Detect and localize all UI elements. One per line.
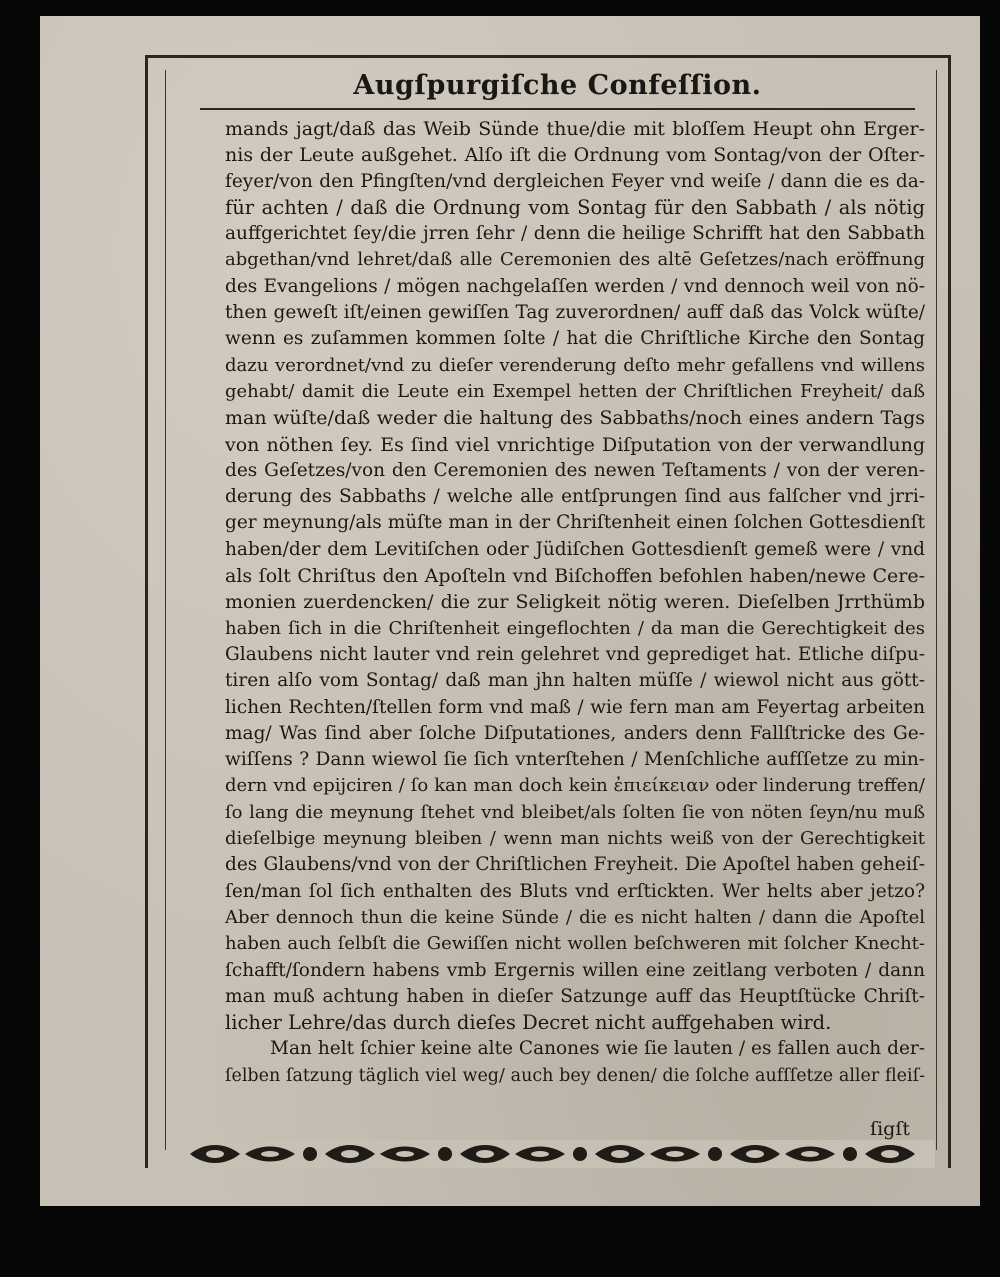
- text-line: man muß achtung haben in dieſer Satzunge auff das Heuptſtücke Chriſt-: [225, 985, 925, 1007]
- text-line: ſo lang die meynung ſtehet vnd bleibet/als ſolten ſie von nöten ſeyn/nu muß: [225, 801, 925, 823]
- text-line: ſen/man ſol ſich enthalten des Bluts vnd erſtickten. Wer helts aber jetzo?: [225, 880, 925, 902]
- text-line: haben auch ſelbſt die Gewiſſen nicht wollen beſchweren mit ſolcher Knecht-: [225, 933, 925, 955]
- header-rule: [200, 108, 915, 110]
- text-line: nis der Leute außgehet. Alſo iſt die Ordnung vom Sontag/von der Oſter-: [225, 144, 925, 167]
- text-line: haben/der dem Levitiſchen oder Jüdiſchen Gottesdienſt gemeß were / vnd: [225, 538, 925, 560]
- text-line: man wüſte/daß weder die haltung des Sabbaths/noch eines andern Tags: [225, 407, 925, 430]
- text-line: ſchafft/ſondern habens vmb Ergernis willen eine zeitlang verboten / dann: [225, 959, 925, 981]
- text-line: des Geſetzes/von den Ceremonien des newen Teſtaments / von der veren-: [225, 459, 925, 481]
- text-line: mands jagt/daß das Weib Sünde thue/die mit bloſſem Heupt ohn Erger-: [225, 118, 925, 140]
- text-line: then geweſt iſt/einen gewiſſen Tag zuverordnen/ auff daß das Volck wüſte/: [225, 302, 925, 324]
- text-line: als ſolt Chriſtus den Apoſteln vnd Biſchoffen befohlen haben/newe Cere-: [225, 565, 925, 588]
- text-line: für achten / daß die Ordnung vom Sontag für den Sabbath / als nötig: [225, 195, 925, 219]
- catchword: ſigſt: [870, 1118, 910, 1140]
- text-line: wenn es zuſammen kommen ſolte / hat die Chriſtliche Kirche den Sontag: [225, 328, 925, 350]
- text-line: tiren alſo vom Sontag/ daß man jhn halten müſſe / wiewol nicht aus gött-: [225, 670, 925, 692]
- text-line: Aber dennoch thun die keine Sünde / die es nicht halten / dann die Apoſtel: [225, 906, 925, 928]
- text-line: des Evangelions / mögen nachgelaſſen werden / vnd dennoch weil von nö-: [225, 275, 925, 297]
- running-head: Augſpurgiſche Confeſſion.: [353, 70, 762, 101]
- text-line: monien zuerdencken/ die zur Seligkeit nötig weren. Dieſelben Jrrthümb: [225, 591, 925, 614]
- text-line: feyer/von den Pfingſten/vnd dergleichen Feyer vnd weiſe / dann die es da-: [225, 170, 925, 192]
- text-line: dieſelbige meynung bleiben / wenn man nichts weiß von der Gerechtigkeit: [225, 828, 925, 850]
- text-line: abgethan/vnd lehret/daß alle Ceremonien des altē Geſetzes/nach eröffnung: [225, 249, 925, 271]
- text-line: von nöthen ſey. Es ſind viel vnrichtige Diſputation von der verwandlung: [225, 433, 925, 456]
- text-line: auffgerichtet ſey/die jrren ſehr / denn die heilige Schrifft hat den Sabbath: [225, 223, 925, 245]
- text-line: des Glaubens/vnd von der Chriſtlichen Freyheit. Die Apoſtel haben geheiſ-: [225, 854, 925, 876]
- text-line: ſelben ſatzung täglich viel weg/ auch bey denen/ die ſolche aufſſetze aller fleiſ-: [225, 1065, 925, 1086]
- text-line: lichen Rechten/ſtellen form vnd maß / wie fern man am Feyertag arbeiten: [225, 696, 925, 718]
- text-line: wiſſens ? Dann wiewol ſie ſich vnterſtehen / Menſchliche aufſſetze zu min-: [225, 749, 925, 771]
- ornamental-border-strip: [185, 1140, 935, 1168]
- text-line: ger meynung/als müſte man in der Chriſtenheit einen ſolchen Gottesdienſt: [225, 512, 925, 534]
- text-line: Glaubens nicht lauter vnd rein gelehret vnd geprediget hat. Etliche diſpu-: [225, 643, 925, 665]
- text-line: Man helt ſchier keine alte Canones wie ſie lauten / es fallen auch der-: [270, 1038, 925, 1060]
- body-text: [225, 116, 925, 1089]
- text-line: derung des Sabbaths / welche alle entſprungen ſind aus falſcher vnd jrri-: [225, 486, 925, 508]
- text-line: haben ſich in die Chriſtenheit eingeflochten / da man die Gerechtigkeit des: [225, 617, 925, 639]
- text-line: licher Lehre/das durch dieſes Decret nicht auffgehaben wird.: [225, 1011, 832, 1035]
- text-line: mag/ Was ſind aber ſolche Diſputationes, anders denn Fallſtricke des Ge-: [225, 722, 925, 744]
- text-line: gehabt/ damit die Leute ein Exempel hetten der Chriſtlichen Freyheit/ daß: [225, 380, 925, 402]
- text-line: dern vnd epijciren / ſo kan man doch kein ἐπιείκειαν oder linderung treffen/: [225, 775, 925, 797]
- text-line: dazu verordnet/vnd zu dieſer verenderung deſto mehr gefallens vnd willens: [225, 354, 925, 376]
